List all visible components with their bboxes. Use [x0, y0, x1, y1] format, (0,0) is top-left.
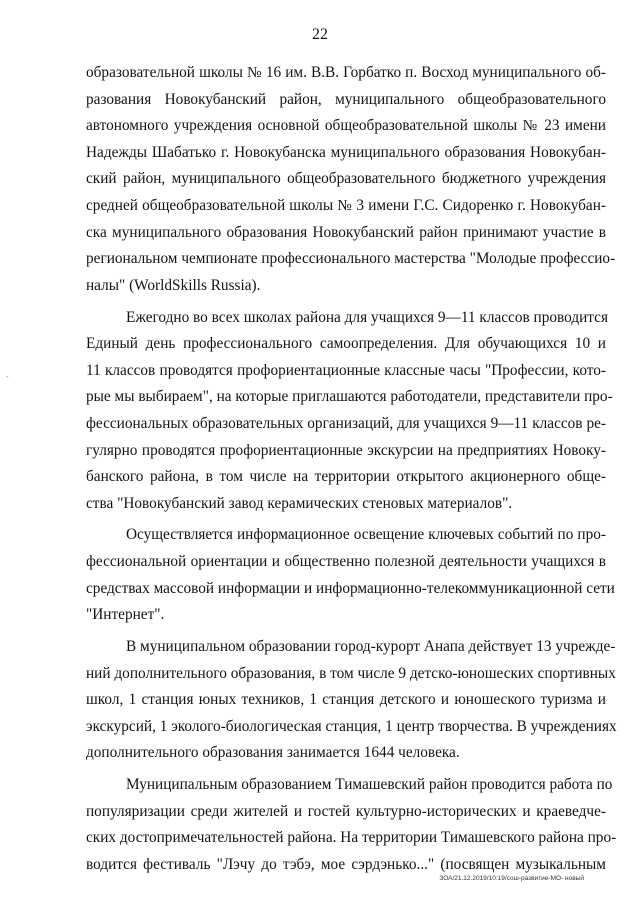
text-line: налы" (WorldSkills Russia). — [86, 276, 261, 294]
text-line: популяризации среди жителей и гостей культурно-исторических и краеведче- — [86, 802, 606, 820]
paragraph-4 — [86, 634, 617, 767]
text-line: ский район, муниципального общеобразовательного бюджетного учреждения — [86, 170, 606, 188]
footer-file-stamp: ЗОА/21.12.2019/10:19/сош-развитие-МО- новый — [439, 875, 584, 882]
text-line: ний дополнительного образования, в том числе 9 детско-юношеских спортивных — [86, 664, 616, 682]
document-body — [86, 60, 617, 879]
text-line: дополнительного образования занимается 1644 человека. — [86, 744, 460, 762]
margin-mark: - — [6, 372, 9, 381]
text-line: фессиональных образовательных организаций, для учащихся 9—11 классов ре- — [86, 414, 606, 432]
paragraph-2 — [86, 305, 613, 518]
text-line: ских достопримечательностей района. На территории Тимашевского района про- — [86, 829, 617, 847]
paragraph-1 — [86, 60, 616, 299]
text-line: экскурсий, 1 эколого-биологическая станция, 1 центр творчества. В учреждениях — [86, 717, 617, 735]
text-line: В муниципальном образовании город-курорт Анапа действует 13 учрежде- — [126, 638, 616, 656]
text-line: Надежды Шабатько г. Новокубанска муниципального образования Новокубан- — [86, 143, 606, 161]
text-line: образовательной школы № 16 им. В.В. Горбатко п. Восход муниципального об- — [86, 64, 606, 81]
text-line: 11 классов проводятся профориентационные классные часы "Профессии, кото- — [86, 361, 606, 379]
text-line: школ, 1 станция юных техников, 1 станция детского и юношеского туризма и — [86, 691, 606, 709]
text-line: Муниципальным образованием Тимашевский район проводится работа по — [126, 776, 613, 794]
text-line: Ежегодно во всех школах района для учащихся 9—11 классов проводится — [126, 308, 608, 326]
text-line: банского района, в том числе на территории открытого акционерного обще- — [86, 468, 606, 486]
text-line: "Интернет". — [86, 606, 165, 624]
text-line: автономного учреждения основной общеобразовательной школы № 23 имени — [86, 117, 606, 135]
text-line: водится фестиваль "Лэчу до тэбэ, мое сэрдэнько..." (посвящен музыкальным — [86, 855, 606, 873]
text-line: ска муниципального образования Новокубанский район принимают участие в — [86, 223, 606, 241]
text-line: средней общеобразовательной школы № 3 имени Г.С. Сидоренко г. Новокубан- — [86, 196, 606, 214]
text-line: рые мы выбираем", на которые приглашаются работодатели, представители про- — [86, 388, 613, 406]
text-line: средствах массовой информации и информационно-телекоммуникационной сети — [86, 579, 615, 597]
page-number: 22 — [312, 26, 328, 43]
text-line: Единый день профессионального самоопределения. Для обучающихся 10 и — [86, 335, 606, 353]
paragraph-3 — [86, 522, 615, 628]
text-line: гулярно проводятся профориентационные экскурсии на предприятиях Новоку- — [86, 441, 606, 459]
text-line: региональном чемпионате профессионального мастерства "Молодые профессио- — [86, 250, 616, 268]
text-line: фессиональной ориентации и общественно полезной деятельности учащихся в — [86, 553, 606, 571]
text-line: Осуществляется информационное освещение ключевых событий по про- — [126, 526, 606, 544]
text-line: разования Новокубанский район, муниципального общеобразовательного — [86, 90, 606, 108]
text-line: ства "Новокубанский завод керамических стеновых материалов". — [86, 494, 513, 512]
paragraph-5 — [86, 772, 617, 878]
